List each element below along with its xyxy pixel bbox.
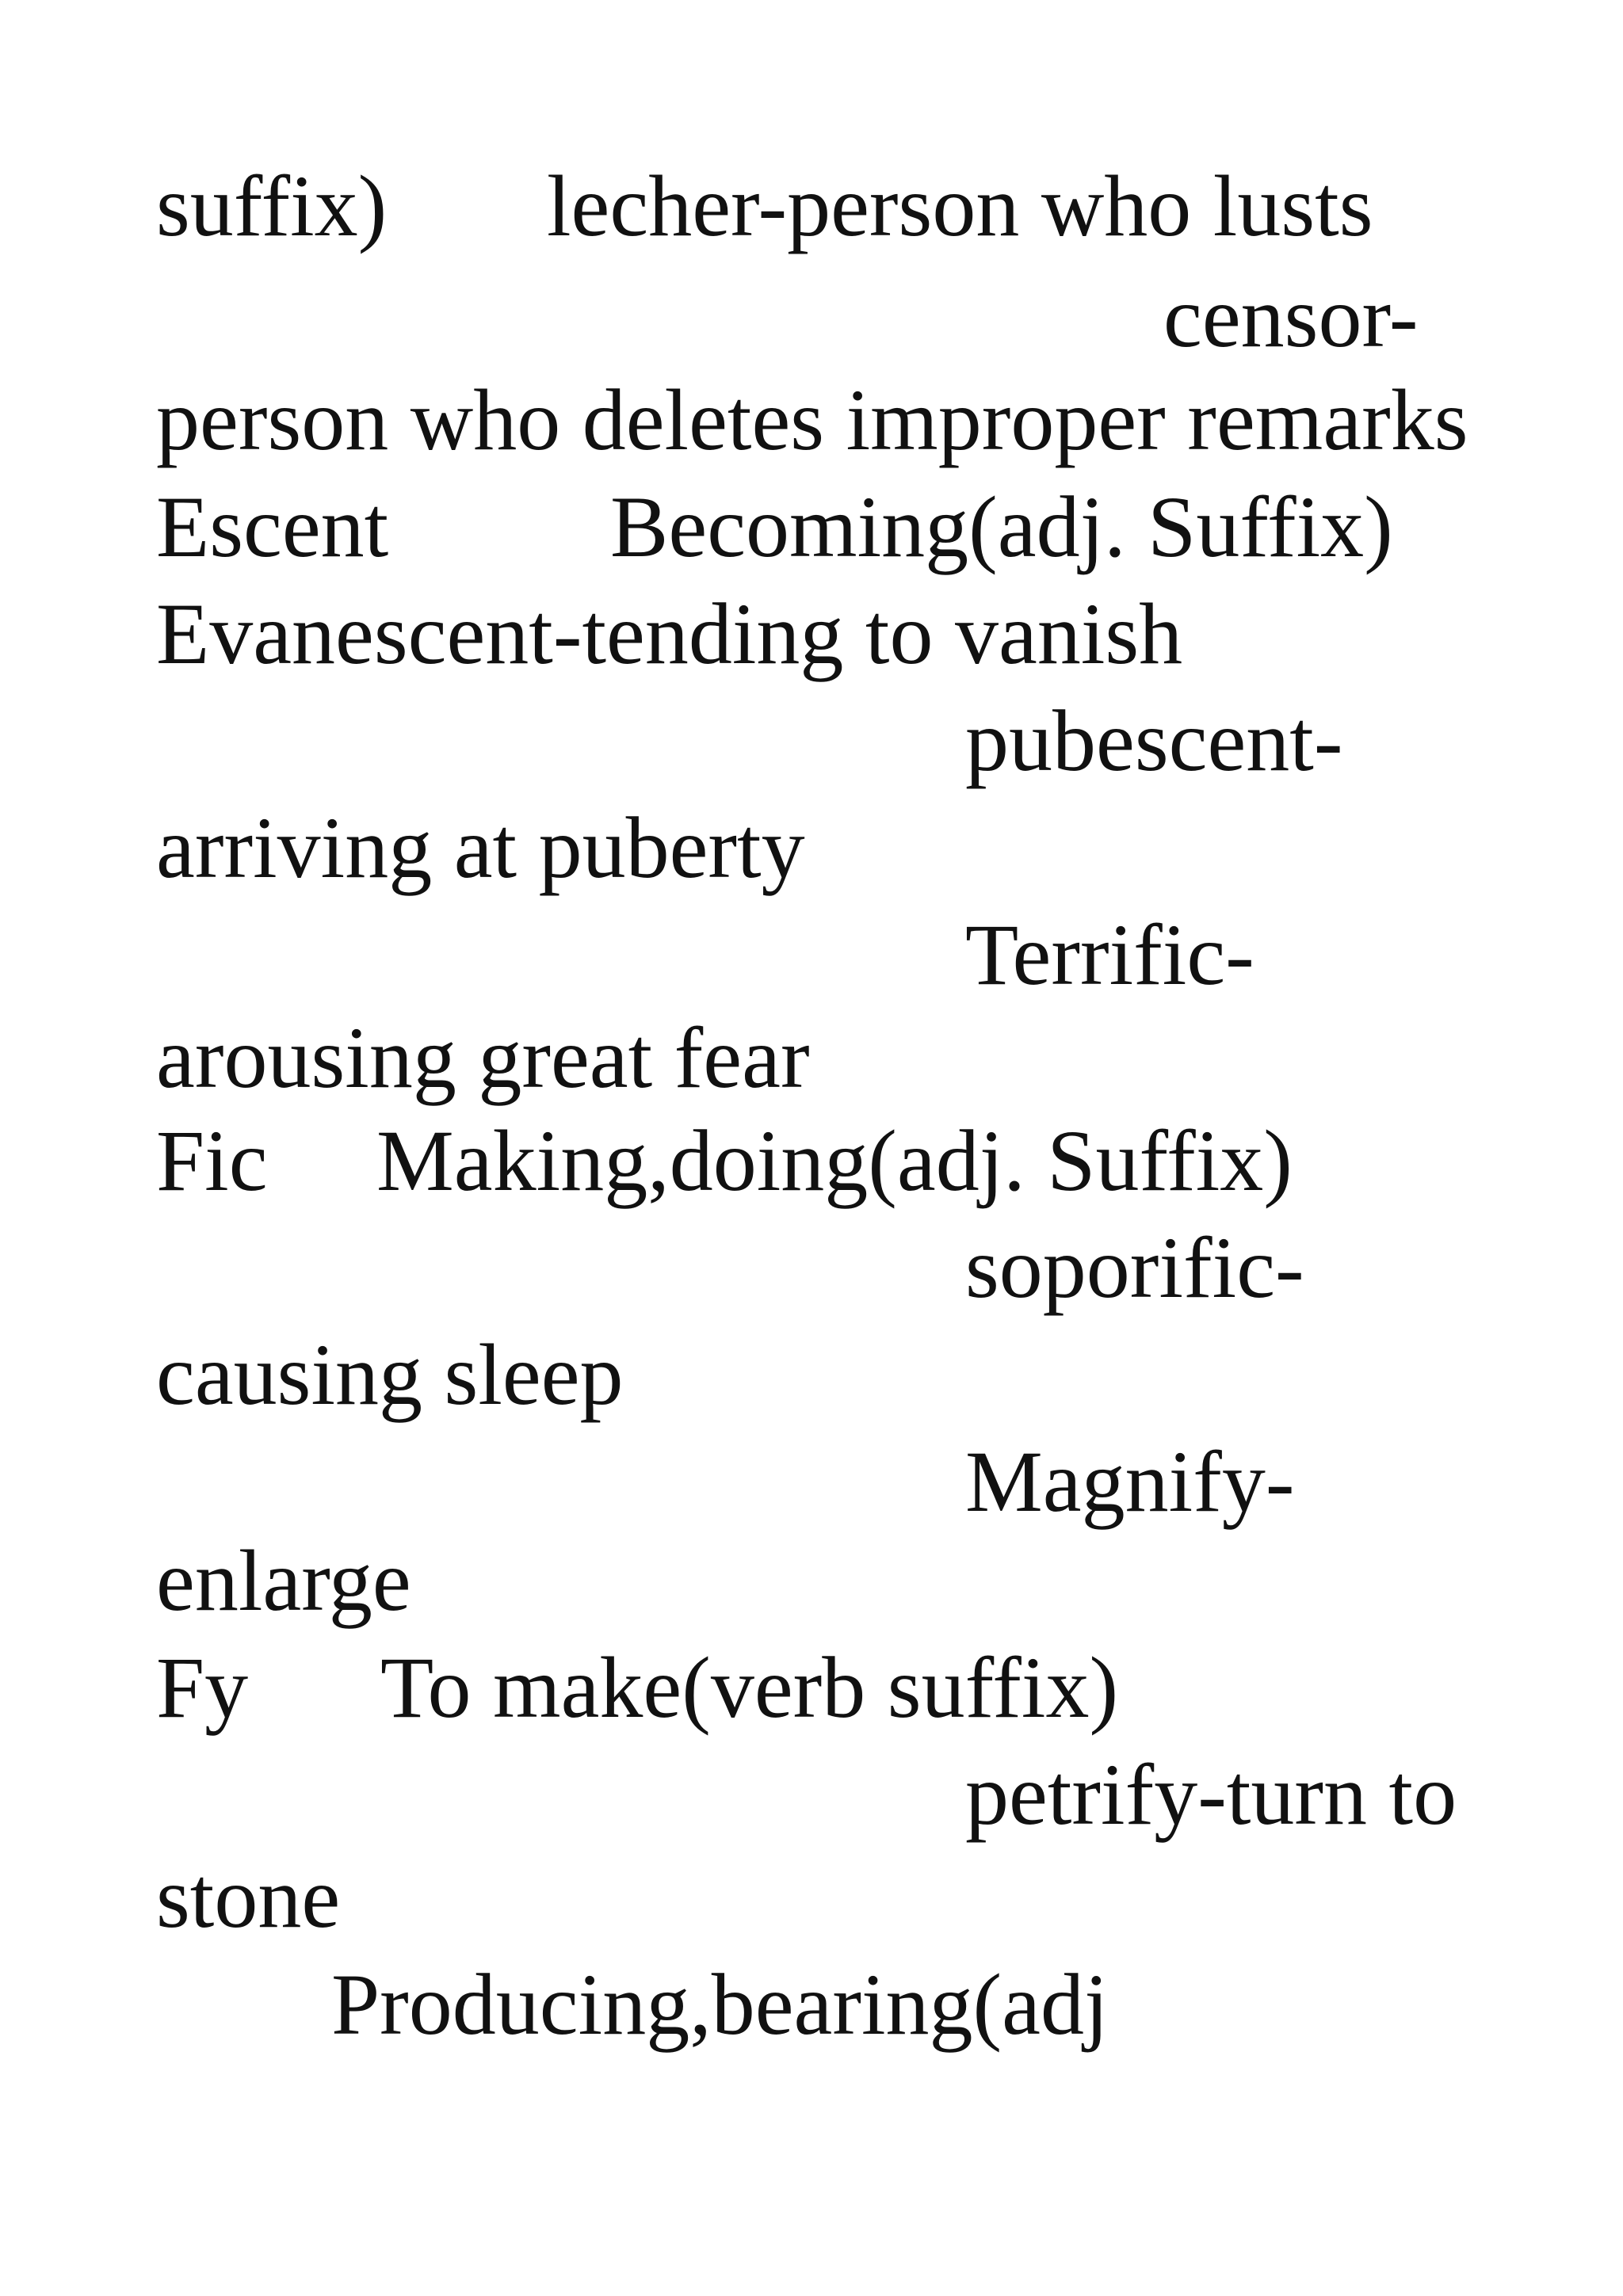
text-segment: Escent [156, 479, 389, 575]
text-segment: lecher-person who lusts [547, 158, 1373, 254]
text-line [0, 582, 1183, 685]
text-line [0, 475, 1393, 578]
text-segment: Becoming(adj. Suffix) [610, 479, 1393, 575]
text-line [0, 1743, 1457, 1846]
text-line [0, 368, 1468, 471]
text-line [0, 265, 1419, 368]
text-line [0, 1430, 1295, 1533]
text-segment: Making,doing(adj. Suffix) [376, 1112, 1293, 1209]
text-segment: Fic [156, 1112, 268, 1209]
text-segment: soporific- [965, 1219, 1304, 1316]
text-line [0, 1846, 341, 1949]
text-line [0, 1109, 1293, 1212]
text-segment: arousing great fear [156, 1009, 810, 1106]
text-segment: arriving at puberty [156, 799, 805, 896]
text-segment: petrify-turn to [965, 1746, 1457, 1843]
text-segment: censor- [1163, 269, 1419, 365]
text-segment: Producing,bearing(adj [331, 1956, 1109, 2053]
text-line [0, 1006, 810, 1109]
text-line [0, 154, 1373, 257]
text-segment: To make(verb suffix) [380, 1639, 1119, 1736]
text-segment: person who deletes improper remarks [156, 372, 1468, 468]
text-segment: stone [156, 1849, 341, 1946]
text-segment: suffix) [156, 158, 388, 254]
text-line [0, 1323, 624, 1426]
text-line [0, 1953, 1109, 2056]
text-segment: Evanescent-tending to vanish [156, 585, 1183, 682]
text-segment: pubescent- [965, 692, 1343, 789]
text-segment: causing sleep [156, 1326, 624, 1423]
text-line [0, 1636, 1119, 1739]
text-segment: Terrific- [965, 906, 1254, 1003]
text-line [0, 796, 805, 899]
text-line [0, 903, 1254, 1006]
text-segment: Magnify- [965, 1433, 1295, 1530]
text-line [0, 1216, 1304, 1319]
text-segment: Fy [156, 1639, 249, 1736]
text-line [0, 1529, 411, 1632]
text-line [0, 689, 1343, 792]
text-segment: enlarge [156, 1532, 411, 1629]
